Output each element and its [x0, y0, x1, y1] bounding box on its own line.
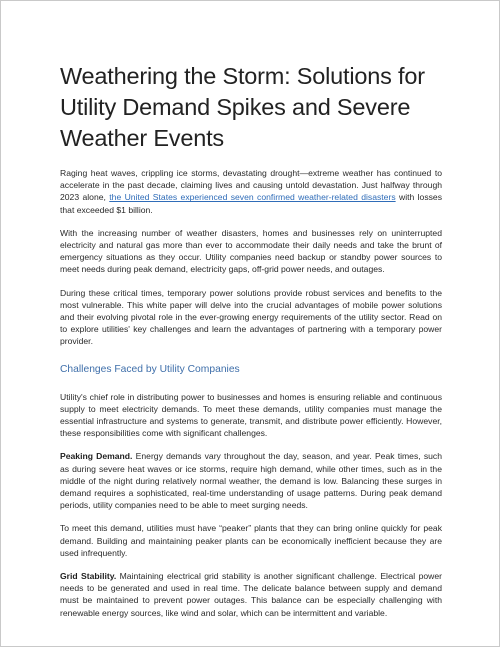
- grid-stability-paragraph: [60, 570, 442, 619]
- body-paragraph-2: With the increasing number of weather disasters, homes and businesses rely on uninterrupted electricity and natural gas more than ever to accommodate their daily needs and take the brunt of emergency situations as they occur. Utility companies need backup or standby power sources to meet needs during peak demand, electricity gaps, off-grid power needs, and outages.: [60, 227, 442, 275]
- intro-text-before-link: Raging heat waves, crippling ice storms, devastating drought—extreme weather has continued to accelerate in the past decade, claiming lives and causing untold devastation. Just halfway through 2023 alone,: [60, 168, 442, 203]
- body-paragraph-3: During these critical times, temporary power solutions provide robust services and benefits to the most vulnerable. This white paper will delve into the crucial advantages of mobile power solutions and their evolving pivotal role in the ever-growing energy requirements of the utility sector. Read on to explore utilities' key challenges and learn the advantages of partnering with a temporary power provider.: [60, 287, 442, 347]
- disasters-link[interactable]: the United States experienced seven confirmed weather-related disasters: [109, 192, 396, 203]
- body-paragraph-4: Utility's chief role in distributing power to businesses and homes is ensuring reliable and continuous supply to meet electricity demands. To meet these demands, utility companies must manage the essential infrastructure and systems to generate, transmit, and distribute power efficiently. However, these responsibilities come with significant challenges.: [60, 391, 442, 439]
- peaking-demand-text: Energy demands vary throughout the day, season, and year. Peak times, such as during severe heat waves or ice storms, require high demand, while other times, such as in the middle of the night during relatively normal weather, the demand is low. Balancing these surges in demand requires a sophisticated, real-time understanding of usage patterns. During peak demand periods, utility companies need to be able to meet surging needs.: [60, 451, 443, 511]
- intro-paragraph: [60, 167, 442, 216]
- grid-stability-label: Grid Stability.: [60, 571, 117, 582]
- document-body: [60, 61, 442, 619]
- body-paragraph-6: To meet this demand, utilities must have “peaker” plants that they can bring online quickly for peak demand. Building and maintaining peaker plants can be economically inefficient because they are used infrequently.: [60, 523, 442, 558]
- section-heading: Challenges Faced by Utility Companies: [60, 363, 240, 375]
- document-title: Weathering the Storm: Solutions for Utility Demand Spikes and Severe Weather Events: [60, 63, 425, 151]
- intro-text-after-link: with losses that exceeded $1 billion.: [60, 192, 443, 215]
- grid-stability-text: Maintaining electrical grid stability is another significant challenge. Electrical power needs to be generated and used in real time. The delicate balance between supply and demand must be maintained to prevent power outages. This balance can be especially challenging with renewable energy sources, like wind and solar, which can be intermittent and variable.: [60, 571, 442, 618]
- peaking-demand-paragraph: [60, 450, 442, 511]
- peaking-demand-label: Peaking Demand.: [60, 451, 133, 462]
